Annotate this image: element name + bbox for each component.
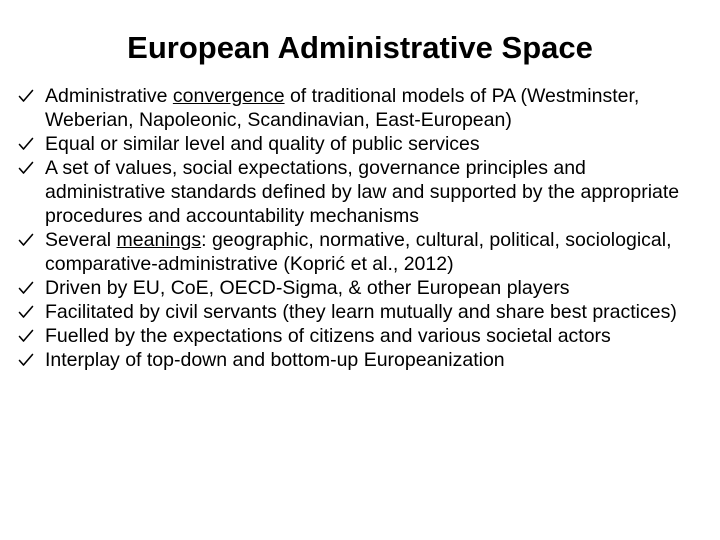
bullet-list [0,84,720,372]
bullet-item [0,228,720,276]
bullet-text: A set of values, social expectations, governance principles and administrative standards defined by law and supported by the appropriate procedures and accountability mechanisms [45,157,680,227]
bullet-item [0,156,720,228]
slide-title: European Administrative Space [127,30,593,65]
checkmark-icon [18,228,36,252]
bullet-item [0,300,720,324]
checkmark-icon [18,348,36,372]
bullet-underlined-term: meanings [116,229,202,251]
bullet-text: Driven by EU, Co [45,277,196,299]
bullet-item [0,132,720,156]
bullet-item [0,348,720,372]
bullet-underlined-term: convergence [172,85,285,107]
bullet-item [0,276,720,300]
checkmark-icon [18,324,36,348]
bullet-item [0,84,720,132]
bullet-text: E, OECD-Sigma, & other European players [195,277,570,299]
bullet-text: of traditional models of PA (Westminster, Weberian, Napoleonic, Scandinavian, East-European) [45,85,640,131]
checkmark-icon [18,156,36,180]
bullet-text: Fuelled by the expectations of citizens and various societal actors [45,325,611,347]
bullet-text: Equal or similar level and quality of public services [45,133,480,155]
bullet-text: Facilitated by civil servants (they learn mutually and share best practices) [45,301,677,323]
bullet-text: : geographic, normative, cultural, political, sociological, comparative-administrative (Koprić et al., 2012) [45,229,672,275]
checkmark-icon [18,300,36,324]
bullet-text: Interplay of top-down and bottom-up Europeanization [45,349,505,371]
bullet-text: Administrative [45,85,173,107]
checkmark-icon [18,84,36,108]
checkmark-icon [18,276,36,300]
checkmark-icon [18,132,36,156]
bullet-text: Several [45,229,117,251]
bullet-item [0,324,720,348]
